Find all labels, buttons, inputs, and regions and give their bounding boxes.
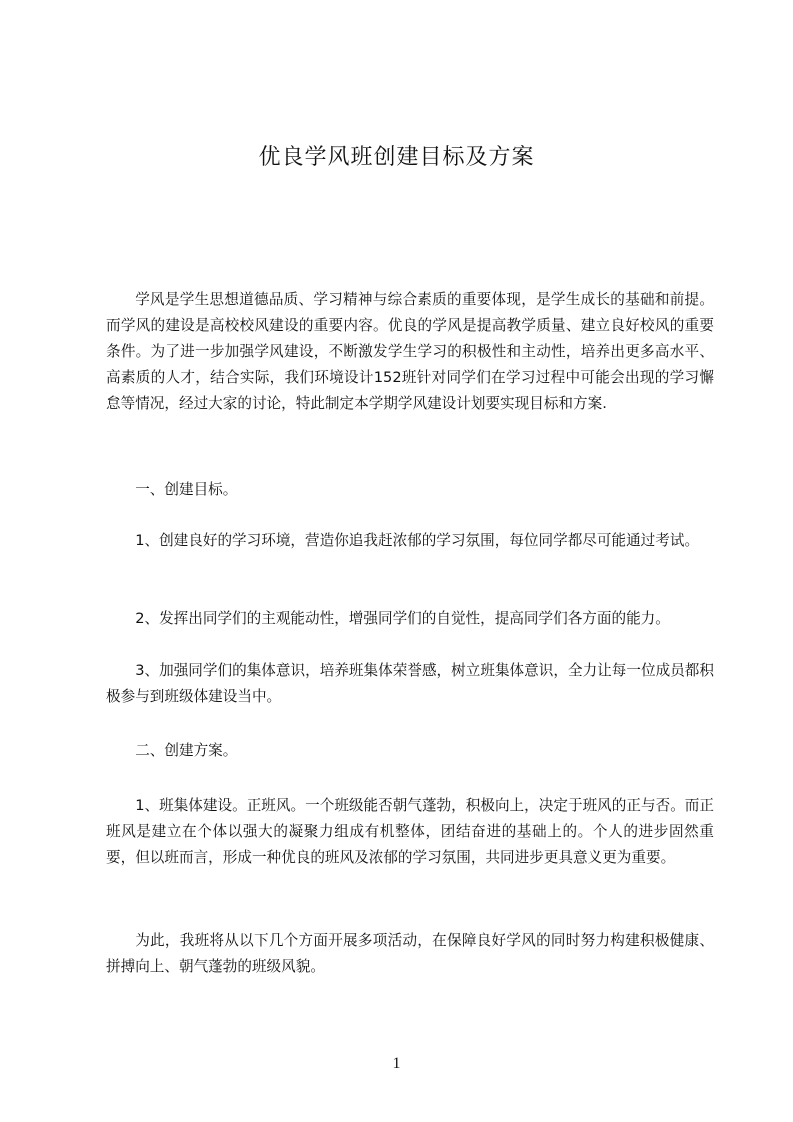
goal-item-1: 1、创建良好的学习环境，营造你追我赶浓郁的学习氛围，每位同学都尽可能通过考试。: [135, 532, 700, 549]
section-heading-plan: 二、创建方案。: [135, 742, 238, 759]
plan-followup-paragraph: 为此，我班将从以下几个方面开展多项活动，在保障良好学风的同时努力构建积极健康、拼搏向上、朝气蓬勃的班级风貌。: [106, 932, 714, 975]
plan-item-1: 1、班集体建设。正班风。一个班级能否朝气蓬勃，积极向上，决定于班风的正与否。而正班风是建立在个体以强大的凝聚力组成有机整体，团结奋进的基础上的。个人的进步固然重要，但以班而言，形成一种优良的班风及浓郁的学习氛围，共同进步更具意义更为重要。: [106, 797, 714, 866]
intro-paragraph: 学风是学生思想道德品质、学习精神与综合素质的重要体现，是学生成长的基础和前提。而学风的建设是高校校风建设的重要内容。优良的学风是提高教学质量、建立良好校风的重要条件。为了进一步加强学风建设，不断激发学生学习的积极性和主动性，培养出更多高水平、高素质的人才，结合实际，我们环境设计152班针对同学们在学习过程中可能会出现的学习懈怠等情况，经过大家的讨论，特此制定本学期学风建设计划要实现目标和方案.: [106, 291, 714, 412]
goal-item-3: 3、加强同学们的集体意识，培养班集体荣誉感，树立班集体意识，全力让每一位成员都积极参与到班级体建设当中。: [106, 662, 714, 705]
goal-item-2: 2、发挥出同学们的主观能动性，增强同学们的自觉性，提高同学们各方面的能力。: [135, 610, 670, 627]
document-title: 优良学风班创建目标及方案: [258, 145, 535, 170]
page-number: 1: [392, 1055, 401, 1072]
section-heading-goals: 一、创建目标。: [135, 481, 238, 498]
